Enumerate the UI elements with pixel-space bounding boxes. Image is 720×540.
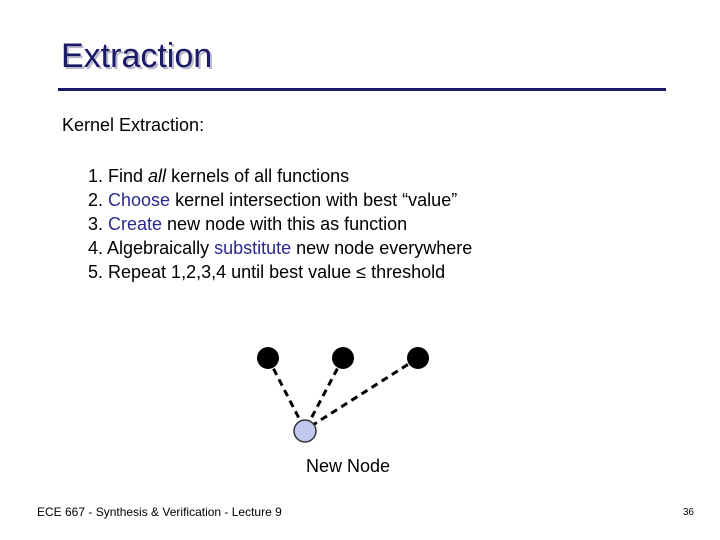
step-keyword: Choose <box>108 190 171 210</box>
page-number: 36 <box>682 507 694 518</box>
step-text: new node everywhere <box>291 238 473 258</box>
step-emphasis: all <box>148 166 167 186</box>
source-node-2 <box>332 347 354 369</box>
step-text: Algebraically <box>107 238 215 258</box>
footer-course: ECE 667 - Synthesis & Verification - Lecture 9 <box>37 505 282 519</box>
step-number: 4. <box>88 238 108 258</box>
step-text: new node with this as function <box>162 214 408 234</box>
step-keyword: substitute <box>214 238 292 258</box>
step-number: 5. <box>88 262 109 282</box>
step-number: 1. <box>88 166 109 186</box>
step-keyword: Create <box>108 214 163 234</box>
edge-left <box>268 358 305 430</box>
slide-title: Extraction <box>61 37 213 75</box>
new-node <box>294 420 316 442</box>
section-heading: Kernel Extraction: <box>62 115 205 135</box>
step-number: 3. <box>88 214 109 234</box>
step-number: 2. <box>88 190 109 210</box>
step-text: kernels of all functions <box>166 166 350 186</box>
source-node-3 <box>407 347 429 369</box>
new-node-label: New Node <box>306 456 391 476</box>
step-text: Repeat 1,2,3,4 until best value ≤ threshold <box>108 262 446 282</box>
step-text: kernel intersection with best “value” <box>170 190 458 210</box>
step-text: Find <box>108 166 149 186</box>
edge-right <box>305 358 418 430</box>
source-node-1 <box>257 347 279 369</box>
